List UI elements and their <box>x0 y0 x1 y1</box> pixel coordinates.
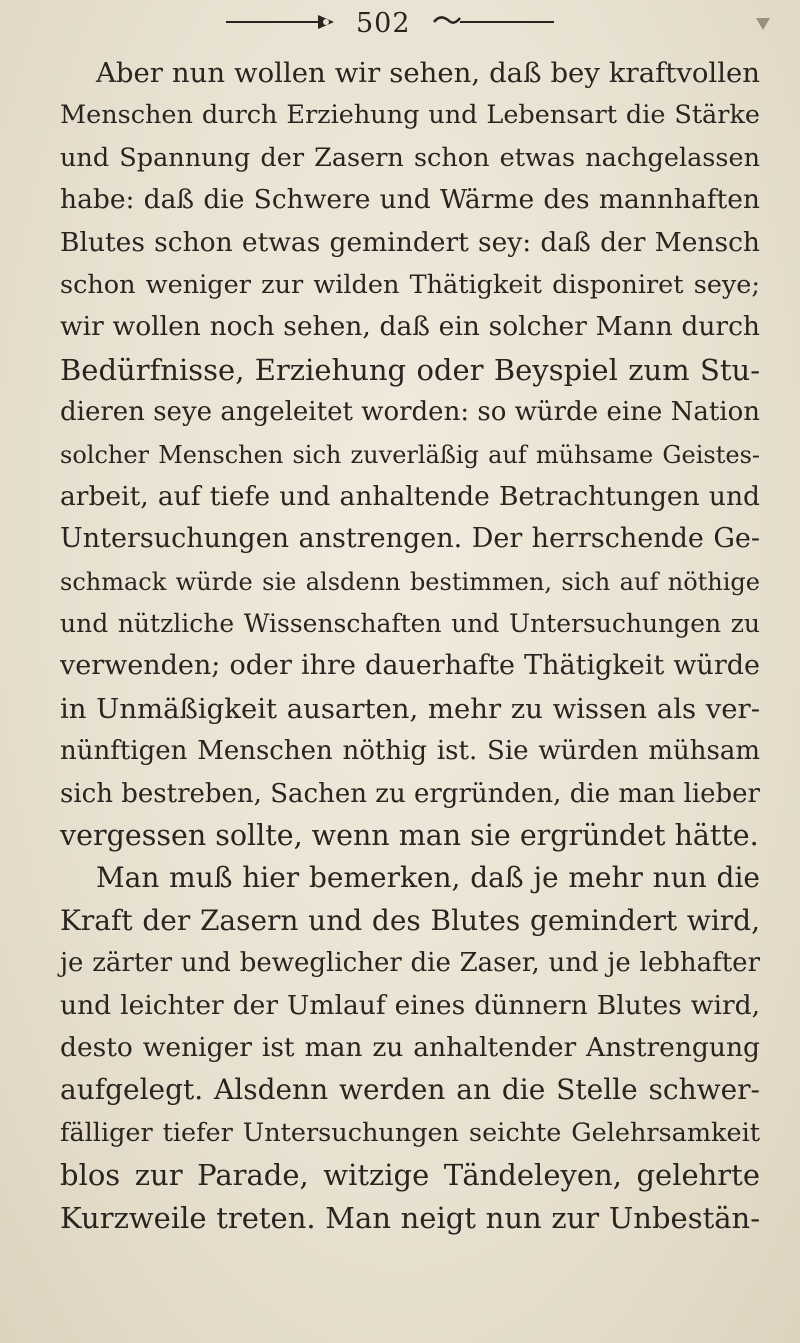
text-line: Kurzweile treten. Man neigt nun zur Unbestän- <box>60 1200 760 1235</box>
corner-mark-icon <box>756 18 770 32</box>
text-line: vergessen sollte, wenn man sie ergründet hätte. <box>60 819 759 853</box>
text-line: verwenden; oder ihre dauerhafte Thätigkeit würde <box>60 650 760 682</box>
text-line: und Spannung der Zasern schon etwas nachgelassen <box>60 142 760 173</box>
text-line: aufgelegt. Alsdenn werden an die Stelle schwer- <box>60 1073 760 1107</box>
text-line: wir wollen noch sehen, daß ein solcher Mann durch <box>60 311 760 343</box>
text-line: Man muß hier bemerken, daß je mehr nun die <box>96 861 760 895</box>
text-line: habe: daß die Schwere und Wärme des mannhaften <box>60 184 760 216</box>
text-line: Menschen durch Erziehung und Lebensart die Stärke <box>60 100 760 131</box>
text-line: blos zur Parade, witzige Tändeleyen, gelehrte <box>60 1158 760 1193</box>
text-line: schon weniger zur wilden Thätigkeit disponiret seye; <box>60 269 760 300</box>
left-ornament-icon <box>218 12 338 32</box>
page-number: 502 <box>356 8 411 39</box>
text-line: Blutes schon etwas gemindert sey: daß der Mensch <box>60 226 760 258</box>
text-line: Bedürfnisse, Erziehung oder Beyspiel zum Stu- <box>60 352 760 387</box>
body-text <box>60 52 760 1239</box>
text-line: fälliger tiefer Untersuchungen seichte Gelehrsamkeit <box>60 1117 760 1148</box>
text-line: solcher Menschen sich zuverläßig auf mühsame Geistes- <box>60 440 760 469</box>
text-line: arbeit, auf tiefe und anhaltende Betrachtungen und <box>60 480 760 512</box>
text-line: dieren seye angeleitet worden: so würde eine Nation <box>60 397 760 428</box>
text-line: Kraft der Zasern und des Blutes gemindert wird, <box>60 903 760 937</box>
page-header <box>0 6 800 46</box>
text-line: und leichter der Umlauf eines dünnern Blutes wird, <box>60 989 760 1021</box>
text-line: je zärter und beweglicher die Zaser, und je lebhafter <box>60 948 760 979</box>
text-line: schmack würde sie alsdenn bestimmen, sich auf nöthige <box>60 567 760 596</box>
text-line: nünftigen Menschen nöthig ist. Sie würden mühsam <box>60 736 760 767</box>
text-line: sich bestreben, Sachen zu ergründen, die man lieber <box>60 778 760 809</box>
right-ornament-icon <box>430 12 560 32</box>
text-line: desto weniger ist man zu anhaltender Anstrengung <box>60 1031 760 1063</box>
text-line: in Unmäßigkeit ausarten, mehr zu wissen als ver- <box>60 692 760 725</box>
text-line: Untersuchungen anstrengen. Der herrschende Ge- <box>60 523 760 555</box>
text-line: und nützliche Wissenschaften und Untersuchungen zu <box>60 609 760 639</box>
text-line: Aber nun wollen wir sehen, daß bey kraftvollen <box>96 57 760 89</box>
